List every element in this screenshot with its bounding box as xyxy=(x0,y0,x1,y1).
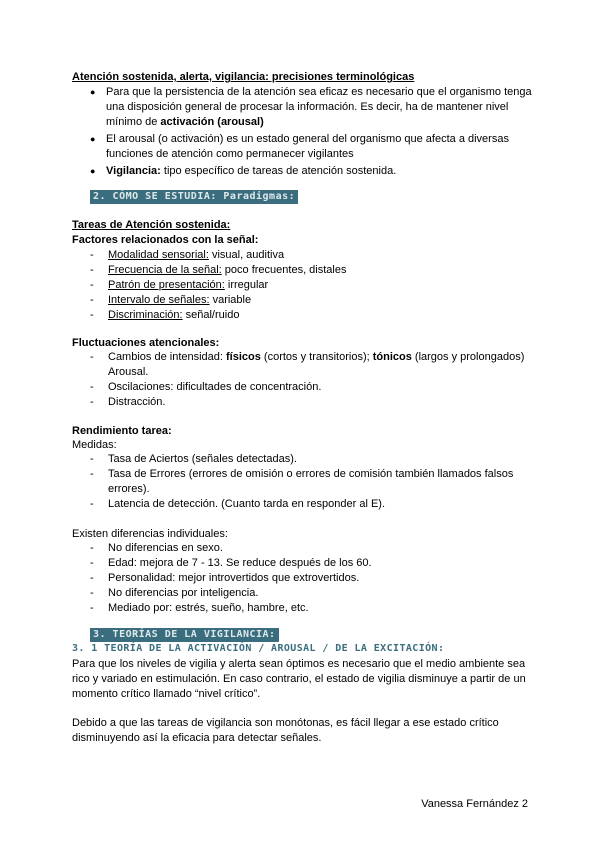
rend-heading: Rendimiento tarea: xyxy=(72,425,172,437)
bullet-item: ● El arousal (o activación) es un estado general del organismo que afecta a diversas funciones de atención como permanecer vigilantes xyxy=(90,133,509,160)
list-item: - Modalidad sensorial: visual, auditiva xyxy=(90,249,285,261)
bullet-item: ● Para que la persistencia de la atención sea eficaz es necesario que el organismo tenga una disposición general de procesar la información. Es decir, ha de mantener nivel mínimo de activación (arousal) xyxy=(90,86,532,128)
section-title: Atención sostenida, alerta, vigilancia: precisiones terminológicas xyxy=(72,71,415,83)
list-item: - Tasa de Aciertos (señales detectadas). xyxy=(90,453,297,465)
list-item: - Mediado por: estrés, sueño, hambre, etc. xyxy=(90,602,309,614)
list-item: - Oscilaciones: dificultades de concentración. xyxy=(90,381,322,393)
medidas-list xyxy=(90,452,540,512)
factores-list xyxy=(90,248,540,323)
list-item: - Edad: mejora de 7 - 13. Se reduce después de los 60. xyxy=(90,557,372,569)
list-item: - No diferencias en sexo. xyxy=(90,542,223,554)
list-item: - Intervalo de señales: variable xyxy=(90,294,252,306)
factores-heading: Factores relacionados con la señal: xyxy=(72,234,259,246)
list-item: - No diferencias por inteligencia. xyxy=(90,587,259,599)
list-item: - Distracción. xyxy=(90,396,166,408)
paragraph-2: Debido a que las tareas de vigilancia son monótonas, es fácil llegar a ese estado crítico disminuyendo así la eficacia para detectar señales. xyxy=(72,717,499,744)
fluct-heading: Fluctuaciones atencionales: xyxy=(72,337,220,349)
bullet-dot: ● xyxy=(90,166,96,176)
list-item: - Personalidad: mejor introvertidos que extrovertidos. xyxy=(90,572,360,584)
difer-label: Existen diferencias individuales: xyxy=(72,528,228,540)
paragraph-1: Para que los niveles de vigilia y alerta sean óptimos es necesario que el medio ambiente sea rico y variado en estimulación. En caso contrario, el estado de vigilia disminuye a partir de un momento crítico llamado “nivel crítico”. xyxy=(72,658,526,700)
bullet-dot: ● xyxy=(90,87,96,97)
difer-list xyxy=(90,541,540,616)
fluct-list xyxy=(90,350,540,410)
list-item: - Tasa de Errores (errores de omisión o errores de comisión también llamados falsos errores). xyxy=(90,468,514,495)
list-item: - Patrón de presentación: irregular xyxy=(90,279,269,291)
tareas-heading: Tareas de Atención sostenida: xyxy=(72,219,231,231)
medidas-label: Medidas: xyxy=(72,439,117,451)
section-heading-2: 2. CÓMO SE ESTUDIA: Paradigmas: xyxy=(90,190,298,204)
list-item: - Cambios de intensidad: físicos (cortos y transitorios); tónicos (largos y prolongados) Arousal. xyxy=(90,351,525,378)
bullet-dot: ● xyxy=(90,134,96,144)
bullet-item: ● Vigilancia: tipo específico de tareas de atención sostenida. xyxy=(90,165,397,177)
section-heading-3-1: 3. 1 TEORÍA DE LA ACTIVACIÓN / AROUSAL / DE LA EXCITACIÓN: xyxy=(72,643,445,654)
list-item: - Frecuencia de la señal: poco frecuentes, distales xyxy=(90,264,347,276)
bullet-list xyxy=(90,85,540,181)
list-item: - Latencia de detección. (Cuanto tarda en responder al E). xyxy=(90,498,386,510)
section-heading-3: 3. TEORÍAS DE LA VIGILANCIA: xyxy=(90,628,279,642)
list-item: - Discriminación: señal/ruido xyxy=(90,309,240,321)
page-footer: Vanessa Fernández 2 xyxy=(421,798,528,810)
